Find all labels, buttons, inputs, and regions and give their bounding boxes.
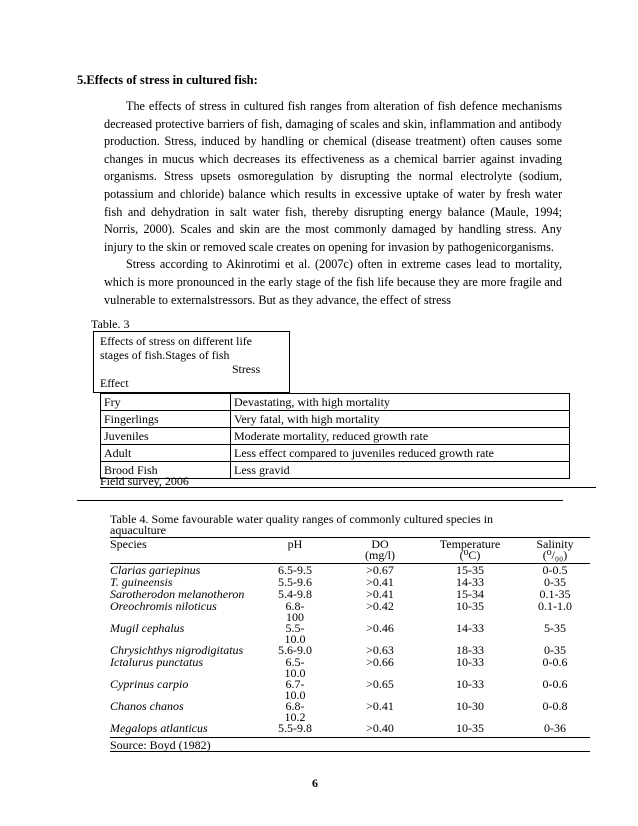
table3-header-line1: Effects of stress on different life <box>100 334 252 348</box>
table3-row <box>101 428 570 445</box>
table4-temp-cell: 14-33 <box>456 575 484 589</box>
table3-effect-cell: Less effect compared to juveniles reduced growth rate <box>231 445 570 462</box>
table4-do-cell: >0.65 <box>366 677 394 691</box>
table4-ph-cell: 5.5-9.8 <box>278 721 312 735</box>
table4-temp-cell: 14-33 <box>456 621 484 635</box>
table4-header-ph: pH <box>287 537 303 551</box>
table4-header-salinity: Salinity <box>536 537 574 551</box>
body-text <box>104 98 562 309</box>
table4-ph-cell: 6.5-9.5 <box>278 563 312 577</box>
table4-ph-cell: 6.8- <box>285 699 305 713</box>
table4-ph-cell-cont: 10.0 <box>284 688 306 702</box>
table4-ph-cell-cont: 10.0 <box>284 666 306 680</box>
table4-temp-cell: 15-35 <box>456 563 484 577</box>
table4-temp-cell: 10-30 <box>456 699 484 713</box>
table4-temp-cell: 10-35 <box>456 599 484 613</box>
table3-row <box>101 394 570 411</box>
table4-do-cell: >0.63 <box>366 643 394 657</box>
table4-do-cell: >0.41 <box>366 699 394 713</box>
table3-effect-cell: Devastating, with high mortality <box>231 394 570 411</box>
table3 <box>100 393 570 479</box>
table4-salinity-cell: 0-0.5 <box>542 563 568 577</box>
table4-species-cell: Chanos chanos <box>110 699 184 713</box>
table3-effect-cell: Less gravid <box>231 462 570 479</box>
table4-species-cell: T. guineensis <box>110 575 173 589</box>
paragraph-1: The effects of stress in cultured fish ranges from alteration of fish defence mechanisms decreased protective barriers of fish, damaging of scales and skin, inflammation and antibody production. Stress, induced by handling or chemical (disease treatment) often causes some changes in mucus which decreases its effectiveness as a chemical barrier against invading organisms. Stress upsets osmoregulation by disrupting the normal electrolyte (sodium, potassium and chloride) balance which results in excessive uptake of water by fresh water fish and dehydration in salt water fish, thereby disrupting energy balance (Maule, 1994; Norris, 2000). Scales and skin are the most commonly damaged by handling stress. Any injury to the skin or removed scale creates on opening for invasion by pathogenicorganisms. <box>104 99 562 254</box>
table3-stage-cell: Juveniles <box>101 428 231 445</box>
table4-ph-cell-cont: 10.2 <box>284 710 306 724</box>
table4-temp-cell: 18-33 <box>456 643 484 657</box>
table4-do-cell: >0.67 <box>366 563 394 577</box>
table3-stage-cell: Brood Fish <box>101 462 231 479</box>
table3-stage-cell: Fry <box>101 394 231 411</box>
table4-do-cell: >0.66 <box>366 655 394 669</box>
table4-species-cell: Cyprinus carpio <box>110 677 189 691</box>
table3-stage-cell: Adult <box>101 445 231 462</box>
page-number: 6 <box>312 776 318 790</box>
table4-ph-cell: 5.4-9.8 <box>278 587 312 601</box>
table4-temp-cell: 10-33 <box>456 655 484 669</box>
table4-species-cell: Megalops atlanticus <box>110 721 208 735</box>
table4-header-salinity-unit: (⁰/₀₀) <box>542 548 568 562</box>
table4-salinity-cell: 0-35 <box>544 643 566 657</box>
table4-temp-cell: 10-35 <box>456 721 484 735</box>
table4-salinity-cell: 0-35 <box>544 575 566 589</box>
table4-salinity-cell: 0-0.8 <box>542 699 568 713</box>
table3-header-line2: stages of fish.Stages of fish <box>100 348 230 362</box>
table3-effect-cell: Very fatal, with high mortality <box>231 411 570 428</box>
table4-temp-cell: 10-33 <box>456 677 484 691</box>
section-heading: 5.Effects of stress in cultured fish: <box>77 73 258 87</box>
table4-ph-cell-cont: 100 <box>286 610 304 624</box>
table3-header-stress: Stress <box>232 362 261 376</box>
table4-header-do: DO <box>371 537 389 551</box>
table4-salinity-cell: 0.1-1.0 <box>538 599 572 613</box>
table3-source: Field survey, 2006 <box>100 474 189 488</box>
table3-header-cell <box>93 331 290 393</box>
table4-salinity-cell: 0-0.6 <box>542 655 568 669</box>
table4-source-rule <box>110 751 590 752</box>
table4-temp-cell: 15-34 <box>456 587 484 601</box>
table4-species-cell: Clarias gariepinus <box>110 563 201 577</box>
table4-do-cell: >0.41 <box>366 587 394 601</box>
table4-species-cell: Oreochromis niloticus <box>110 599 217 613</box>
table4-ph-cell: 6.8- <box>285 599 305 613</box>
table4-species-cell: Mugil cephalus <box>110 621 185 635</box>
table4-species-cell: Sarotherodon melanotheron <box>110 587 245 601</box>
table3-header-effect: Effect <box>100 376 129 390</box>
table4-salinity-cell: 5-35 <box>544 621 566 635</box>
table4-ph-cell: 6.7- <box>285 677 305 691</box>
table4-caption: Table 4. Some favourable water quality ranges of commonly cultured species in aquaculture <box>110 512 494 537</box>
table4-do-cell: >0.40 <box>366 721 394 735</box>
table4-do-cell: >0.42 <box>366 599 394 613</box>
table4-species-cell: Ictalurus punctatus <box>110 655 203 669</box>
table4-source: Source: Boyd (1982) <box>110 738 211 752</box>
table4-salinity-cell: 0-0.6 <box>542 677 568 691</box>
table3-bottom-rule <box>100 487 596 488</box>
table3-row <box>101 411 570 428</box>
table3-stage-cell: Fingerlings <box>101 411 231 428</box>
table4-ph-cell: 5.6-9.0 <box>278 643 312 657</box>
table3-caption: Table. 3 <box>91 317 130 331</box>
table4-ph-cell: 6.5- <box>285 655 305 669</box>
table4-header-temp: Temperature <box>439 537 501 551</box>
table4-ph-cell: 5.5-9.6 <box>278 575 312 589</box>
table3-effect-cell: Moderate mortality, reduced growth rate <box>231 428 570 445</box>
paragraph-2: Stress according to Akinrotimi et al. (2007c) often in extreme cases lead to mortality, which is more pronounced in the early stage of the fish life because they are more fragile and vulnerable to externalstressors. But as they advance, the effect of stress <box>104 257 562 307</box>
table4-ph-cell-cont: 10.0 <box>284 632 306 646</box>
table4-header-do-unit: (mg/l) <box>365 548 395 562</box>
table4-ph-cell: 5.5- <box>285 621 305 635</box>
table4-do-cell: >0.46 <box>366 621 394 635</box>
table4-salinity-cell: 0-36 <box>544 721 566 735</box>
table4-top-rule <box>110 537 590 538</box>
table4-header-species: Species <box>110 537 147 551</box>
table4-species-cell: Chrysichthys nigrodigitatus <box>110 643 244 657</box>
table4-header-temp-unit: (⁰C) <box>459 548 481 562</box>
table4-do-cell: >0.41 <box>366 575 394 589</box>
table3-row <box>101 445 570 462</box>
table4-salinity-cell: 0.1-35 <box>539 587 571 601</box>
section-divider <box>77 500 563 501</box>
